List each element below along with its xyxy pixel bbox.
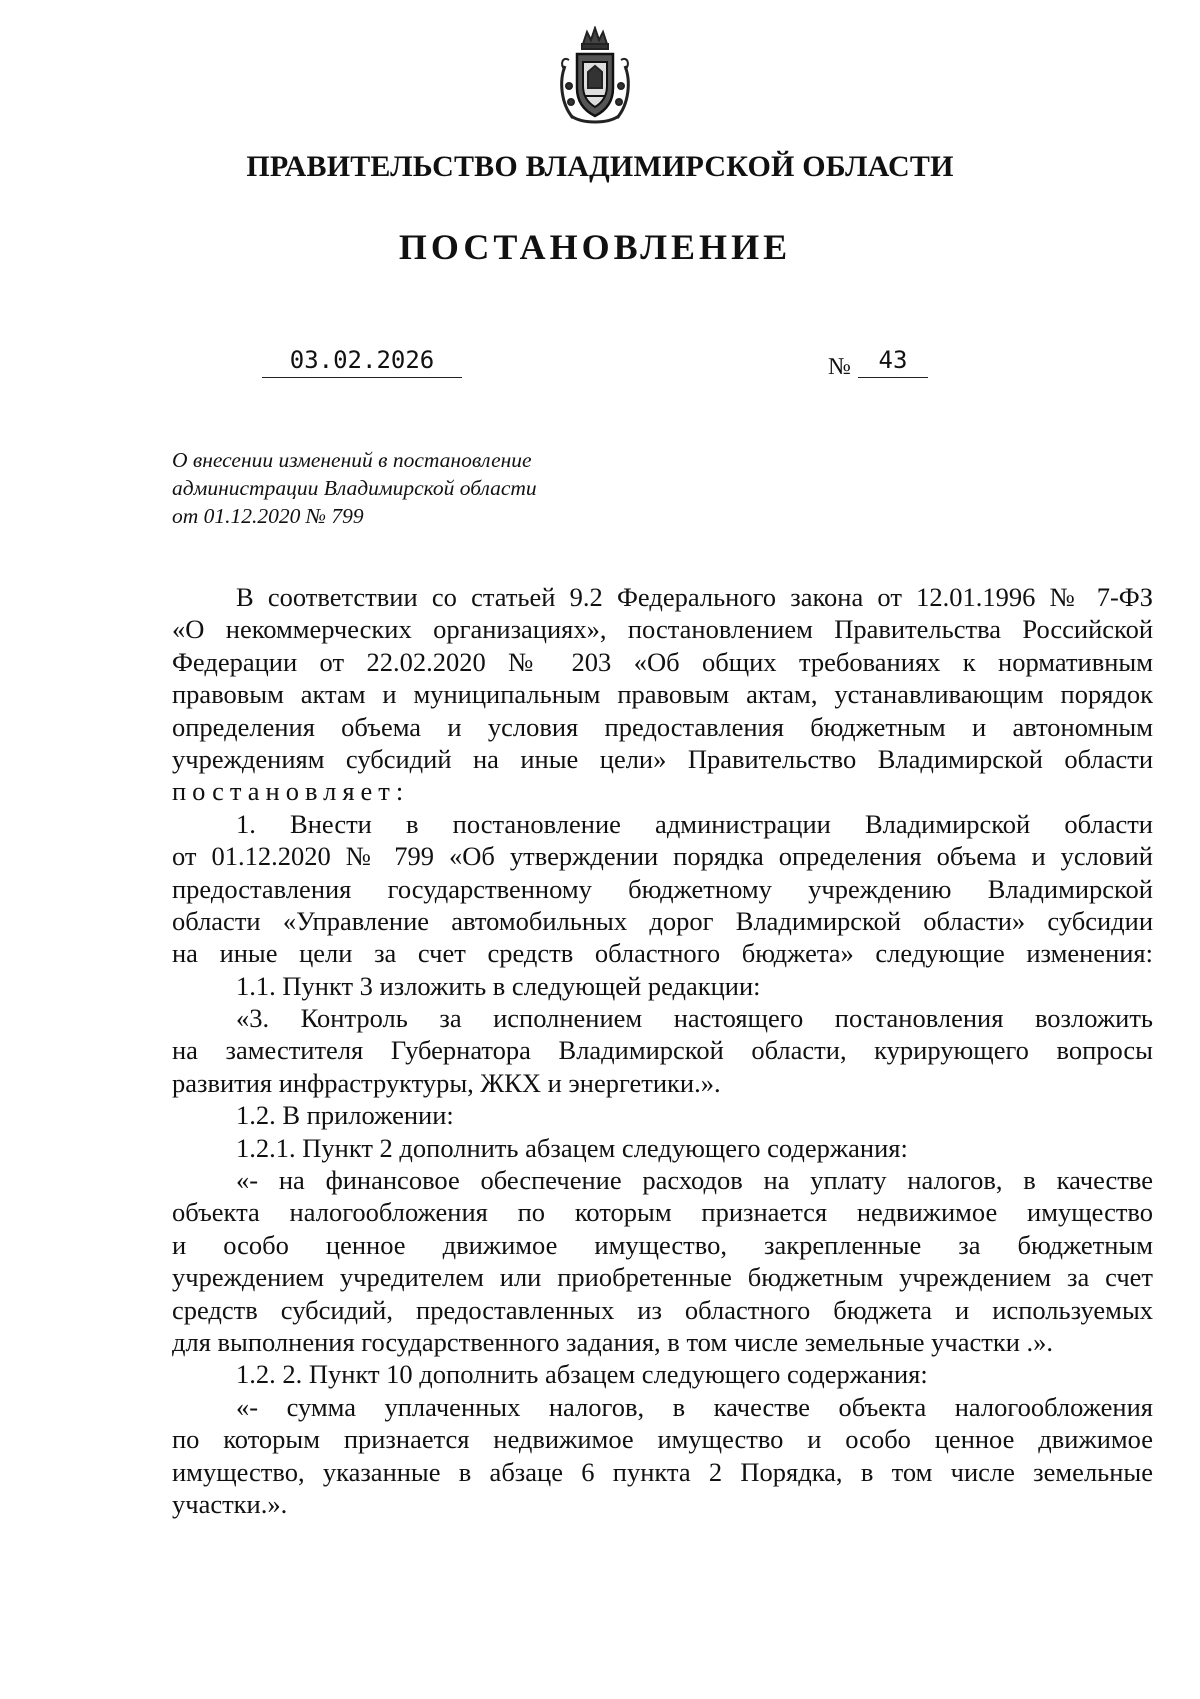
document-date: 03.02.2026 <box>262 346 462 378</box>
body-line: Федерации от 22.02.2020 № 203 «Об общих требованиях к нормативным <box>172 646 1153 677</box>
body-line: развития инфраструктуры, ЖКХ и энергетики.». <box>172 1067 721 1098</box>
body-line: «О некоммерческих организациях», постановлением Правительства Российской <box>172 614 1153 645</box>
body-line: средств субсидий, предоставленных из областного бюджета и используемых <box>172 1294 1153 1325</box>
body-line: учреждением учредителем или приобретенные бюджетным учреждением за счет <box>172 1262 1153 1293</box>
body-line: 1.2.1. Пункт 2 дополнить абзацем следующего содержания: <box>236 1132 908 1163</box>
body-line: 1. Внести в постановление администрации Владимирской области <box>236 808 1153 839</box>
body-line: на заместителя Губернатора Владимирской области, курирующего вопросы <box>172 1035 1153 1066</box>
subject-line: О внесении изменений в постановление <box>172 448 532 472</box>
document-number: 43 <box>858 346 928 378</box>
body-line: «3. Контроль за исполнением настоящего постановления возложить <box>236 1003 1153 1034</box>
coat-of-arms-emblem <box>555 26 635 126</box>
body-line: области «Управление автомобильных дорог Владимирской области» субсидии <box>172 905 1153 936</box>
body-line: постановляет: <box>172 776 410 807</box>
body-line: объекта налогообложения по которым признается недвижимое имущество <box>172 1197 1153 1228</box>
body-line: и особо ценное движимое имущество, закрепленные за бюджетным <box>172 1229 1153 1260</box>
body-line: от 01.12.2020 № 799 «Об утверждении порядка определения объема и условий <box>172 841 1153 872</box>
body-line: имущество, указанные в абзаце 6 пункта 2 Порядка, в том числе земельные <box>172 1456 1153 1487</box>
body-line: учреждениям субсидий на иные цели» Правительство Владимирской области <box>172 743 1153 774</box>
body-line: предоставления государственному бюджетному учреждению Владимирской <box>172 873 1153 904</box>
body-line: 1.2. В приложении: <box>236 1100 454 1131</box>
organization-title: ПРАВИТЕЛЬСТВО ВЛАДИМИРСКОЙ ОБЛАСТИ <box>246 150 954 183</box>
body-line: В соответствии со статьей 9.2 Федерального закона от 12.01.1996 № 7-ФЗ <box>236 582 1153 612</box>
subject-line: от 01.12.2020 № 799 <box>172 504 364 528</box>
number-sign: № <box>828 354 851 380</box>
body-line: правовым актам и муниципальным правовым актам, устанавливающим порядок <box>172 679 1153 710</box>
body-line: определения объема и условия предоставления бюджетным и автономным <box>172 711 1153 742</box>
document-body <box>172 581 1153 1520</box>
body-line: для выполнения государственного задания, в том числе земельные участки .». <box>172 1326 1054 1357</box>
body-line: «- сумма уплаченных налогов, в качестве объекта налогообложения <box>236 1391 1153 1422</box>
body-line: участки.». <box>172 1488 288 1519</box>
body-line: на иные цели за счет средств областного бюджета» следующие изменения: <box>172 938 1153 969</box>
document-type-heading: ПОСТАНОВЛЕНИЕ <box>398 227 792 267</box>
body-line: 1.1. Пункт 3 изложить в следующей редакции: <box>236 970 761 1001</box>
body-line: по которым признается недвижимое имущество и особо ценное движимое <box>172 1424 1153 1455</box>
document-subject <box>172 446 642 530</box>
body-line: «- на финансовое обеспечение расходов на уплату налогов, в качестве <box>236 1165 1153 1196</box>
body-line: 1.2. 2. Пункт 10 дополнить абзацем следующего содержания: <box>236 1359 928 1390</box>
subject-line: администрации Владимирской области <box>172 476 537 500</box>
